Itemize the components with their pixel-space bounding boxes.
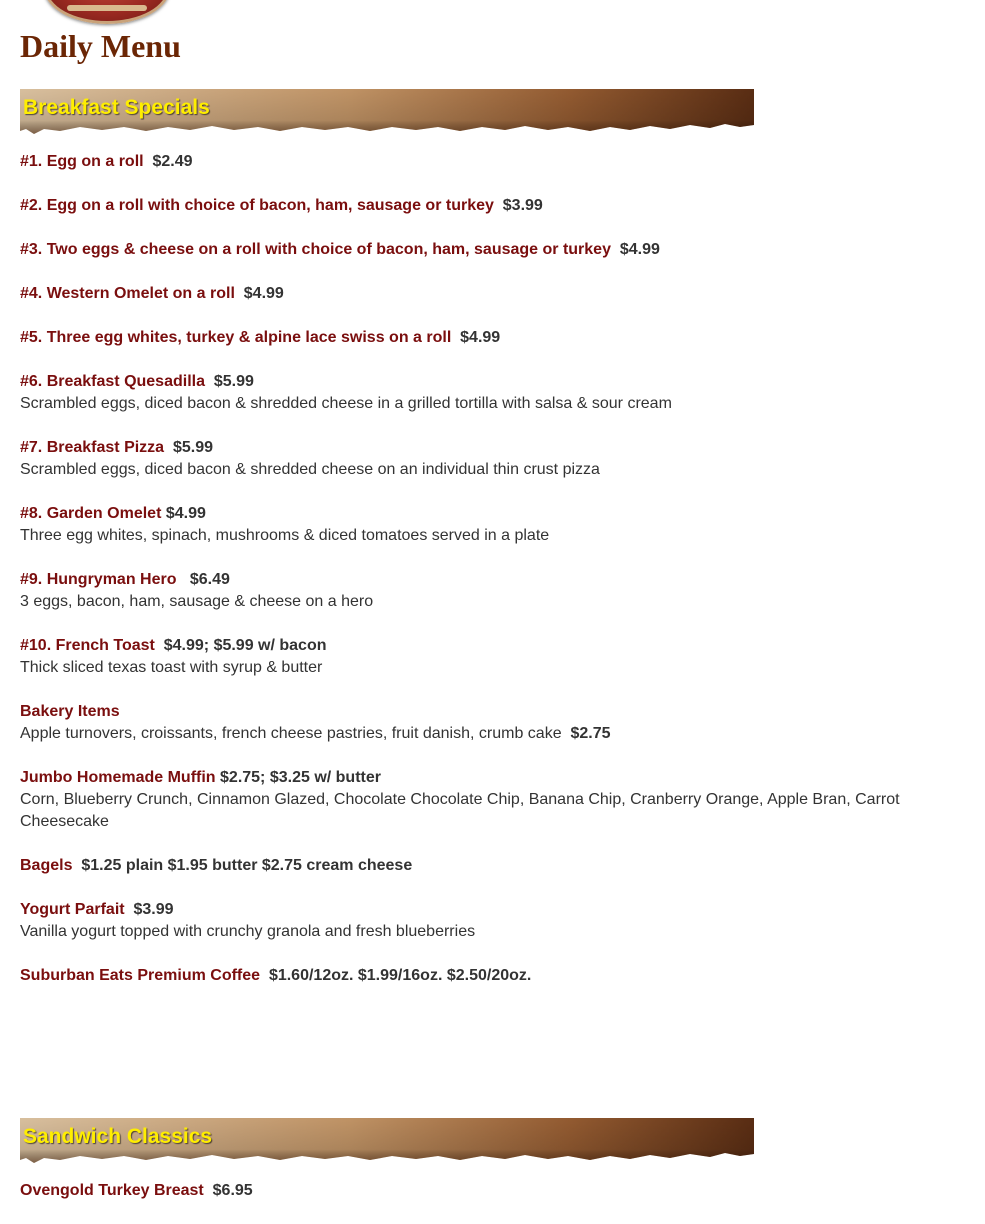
item-name: #9. Hungryman Hero <box>20 571 177 588</box>
menu-item <box>20 195 960 217</box>
item-price: $3.99 <box>133 901 174 918</box>
item-price: $2.49 <box>152 153 193 170</box>
breakfast-menu-list <box>20 151 960 1009</box>
menu-item <box>20 965 960 987</box>
section-banner-sandwich <box>20 1118 754 1166</box>
restaurant-logo <box>44 0 170 24</box>
item-name: Yogurt Parfait <box>20 901 125 918</box>
item-description-text: Apple turnovers, croissants, french cheese pastries, fruit danish, crumb cake <box>20 725 562 742</box>
item-name: Suburban Eats Premium Coffee <box>20 967 261 984</box>
item-description: Scrambled eggs, diced bacon & shredded cheese in a grilled tortilla with salsa & sour cream <box>20 395 672 412</box>
menu-item <box>20 437 960 481</box>
item-description: Corn, Blueberry Crunch, Cinnamon Glazed, Chocolate Chocolate Chip, Banana Chip, Cranberry Orange, Apple Bran, Carrot Cheesecake <box>20 791 900 830</box>
item-description: 3 eggs, bacon, ham, sausage & cheese on a hero <box>20 593 374 610</box>
item-description <box>20 723 960 745</box>
menu-item <box>20 899 960 943</box>
section-title-breakfast: Breakfast Specials <box>23 96 210 119</box>
sandwich-menu-list <box>20 1180 960 1224</box>
item-price: $2.75 <box>570 725 611 742</box>
item-price: $6.49 <box>189 571 230 588</box>
item-name: Ovengold Turkey Breast <box>20 1182 204 1199</box>
page-title: Daily Menu <box>20 28 181 64</box>
item-price: $1.60/12oz. $1.99/16oz. $2.50/20oz. <box>268 967 532 984</box>
item-price: $4.99; $5.99 w/ bacon <box>163 637 327 654</box>
menu-item <box>20 283 960 305</box>
item-name: #2. Egg on a roll with choice of bacon, ham, sausage or turkey <box>20 197 494 214</box>
item-price: $1.25 plain $1.95 butter $2.75 cream cheese <box>81 857 413 874</box>
item-price: $4.99 <box>243 285 284 302</box>
item-price: $2.75; $3.25 w/ butter <box>220 769 381 786</box>
item-name: #4. Western Omelet on a roll <box>20 285 235 302</box>
section-title-sandwich: Sandwich Classics <box>23 1125 213 1148</box>
item-price: $3.99 <box>502 197 543 214</box>
menu-item <box>20 569 960 613</box>
item-price: $6.95 <box>212 1182 253 1199</box>
section-banner-breakfast <box>20 89 754 137</box>
menu-item <box>20 151 960 173</box>
item-price: $4.99 <box>460 329 501 346</box>
item-name: Jumbo Homemade Muffin <box>20 769 216 786</box>
menu-item <box>20 239 960 261</box>
menu-item <box>20 503 960 547</box>
item-name: #7. Breakfast Pizza <box>20 439 165 456</box>
menu-item <box>20 635 960 679</box>
item-description: Scrambled eggs, diced bacon & shredded cheese on an individual thin crust pizza <box>20 461 600 478</box>
menu-item <box>20 1180 960 1202</box>
item-name: Bagels <box>20 857 73 874</box>
item-name: #10. French Toast <box>20 637 155 654</box>
item-name: #6. Breakfast Quesadilla <box>20 373 205 390</box>
item-description: Vanilla yogurt topped with crunchy granola and fresh blueberries <box>20 923 476 940</box>
item-price: $4.99 <box>165 505 206 522</box>
item-name: #1. Egg on a roll <box>20 153 144 170</box>
item-price: $5.99 <box>172 439 214 456</box>
menu-item <box>20 327 960 349</box>
menu-item <box>20 855 960 877</box>
item-description: Three egg whites, spinach, mushrooms & diced tomatoes served in a plate <box>20 527 550 544</box>
item-name: #8. Garden Omelet <box>20 505 162 522</box>
item-name: #5. Three egg whites, turkey & alpine lace swiss on a roll <box>20 329 452 346</box>
menu-item <box>20 767 960 833</box>
item-price: $4.99 <box>619 241 660 258</box>
menu-item <box>20 371 960 415</box>
item-name: Bakery Items <box>20 703 120 720</box>
item-description: Thick sliced texas toast with syrup & butter <box>20 659 323 676</box>
menu-item <box>20 701 960 745</box>
item-price: $5.99 <box>213 373 254 390</box>
item-name: #3. Two eggs & cheese on a roll with choice of bacon, ham, sausage or turkey <box>20 241 611 258</box>
